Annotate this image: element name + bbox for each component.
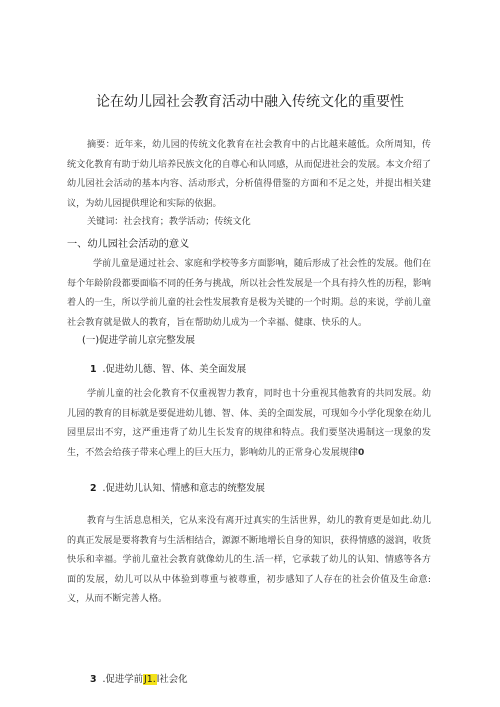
item-heading-3-pre: .促进学前: [102, 674, 144, 685]
subsection-heading-1: (一)促进学前儿京完整发展: [82, 335, 196, 346]
item-heading-1-text: .促进幼儿德、智、体、美全面发展: [102, 364, 247, 375]
item-number-1: 1: [90, 364, 97, 375]
section-1-paragraph: 学前儿童是通过社会、家庭和学校等多方面影响，随后形成了社会性的发展。他们在每个年龄阶段都要面临不同的任务与挑战，所以社会性发展是一个具有持久性的历程，影响着人的一生，所以学前儿童的社会性发展教育是极为关键的一个时期。总的来说，学前儿童社会教育就是做人的教育，旨在帮助幼儿成为一个幸福、健康、快乐的人。: [67, 259, 431, 328]
item-heading-1: [90, 363, 246, 377]
highlighted-text: J1.: [144, 674, 156, 685]
item-number-2: 2: [90, 483, 97, 494]
item-heading-3: [90, 673, 187, 687]
item-1-paragraph: [67, 385, 431, 463]
item-1-paragraph-end: 0: [358, 447, 365, 458]
item-number-3: 3: [90, 674, 97, 685]
keywords-line: 关键词：社会找育；教学活动；传统文化: [87, 217, 251, 227]
item-1-paragraph-text: 学前儿童的社会化教育不仅重视智力教育，同时也十分重视其他教育的共同发展。幼儿园的教育的目标就是要促进幼儿德、智、体、美的全面发展，可现如今小学化现象在幼儿园里层出不穷，这严重违背了幼儿生长发育的规律和特点。我们要坚决遏制这一现象的发生，不然会给孩子带来心理上的巨大压力，影响幼儿的正常身心发展规律: [67, 389, 431, 458]
item-heading-3-post: l社会化: [156, 674, 188, 685]
section-heading-1: 一、幼儿园社会活动的意义: [67, 239, 190, 250]
paper-title: 论在幼儿园社会教育活动中融入传统文化的重要性: [96, 94, 404, 110]
item-heading-2-text: .促进幼儿认知、情感和意志的统整发展: [102, 483, 265, 494]
item-2-paragraph: 教育与生活息息相关，它从来没有离开过真实的生活世界，幼儿的教育更是如此.幼儿的真正发展是要将教育与生活相结合，源源不断地增长自身的知识，获得情感的滋润，收货快乐和幸福。学前儿童社会教育就像幼儿的生.活一样，它承载了幼儿的认知、情感等各方面的发展，幼儿可以从中体验到尊重与被尊重，初步感知了人存在的社会价值及生命意:义，从而不断完善人格。: [67, 516, 431, 604]
abstract-paragraph: 摘要：近年来，幼儿园的传统文化教育在社会教育中的占比越来越低。众所周知，传统文化教育有助于幼儿培养民族文化的自尊心和认同感，从而促进社会的发展。本文介绍了幼儿园社会活动的基本内容、活动形式，分析值得借鉴的方面和不足之处，并提出相关建议，为幼儿园提供理论和实际的依据。: [67, 140, 431, 209]
item-heading-2: [90, 482, 265, 496]
